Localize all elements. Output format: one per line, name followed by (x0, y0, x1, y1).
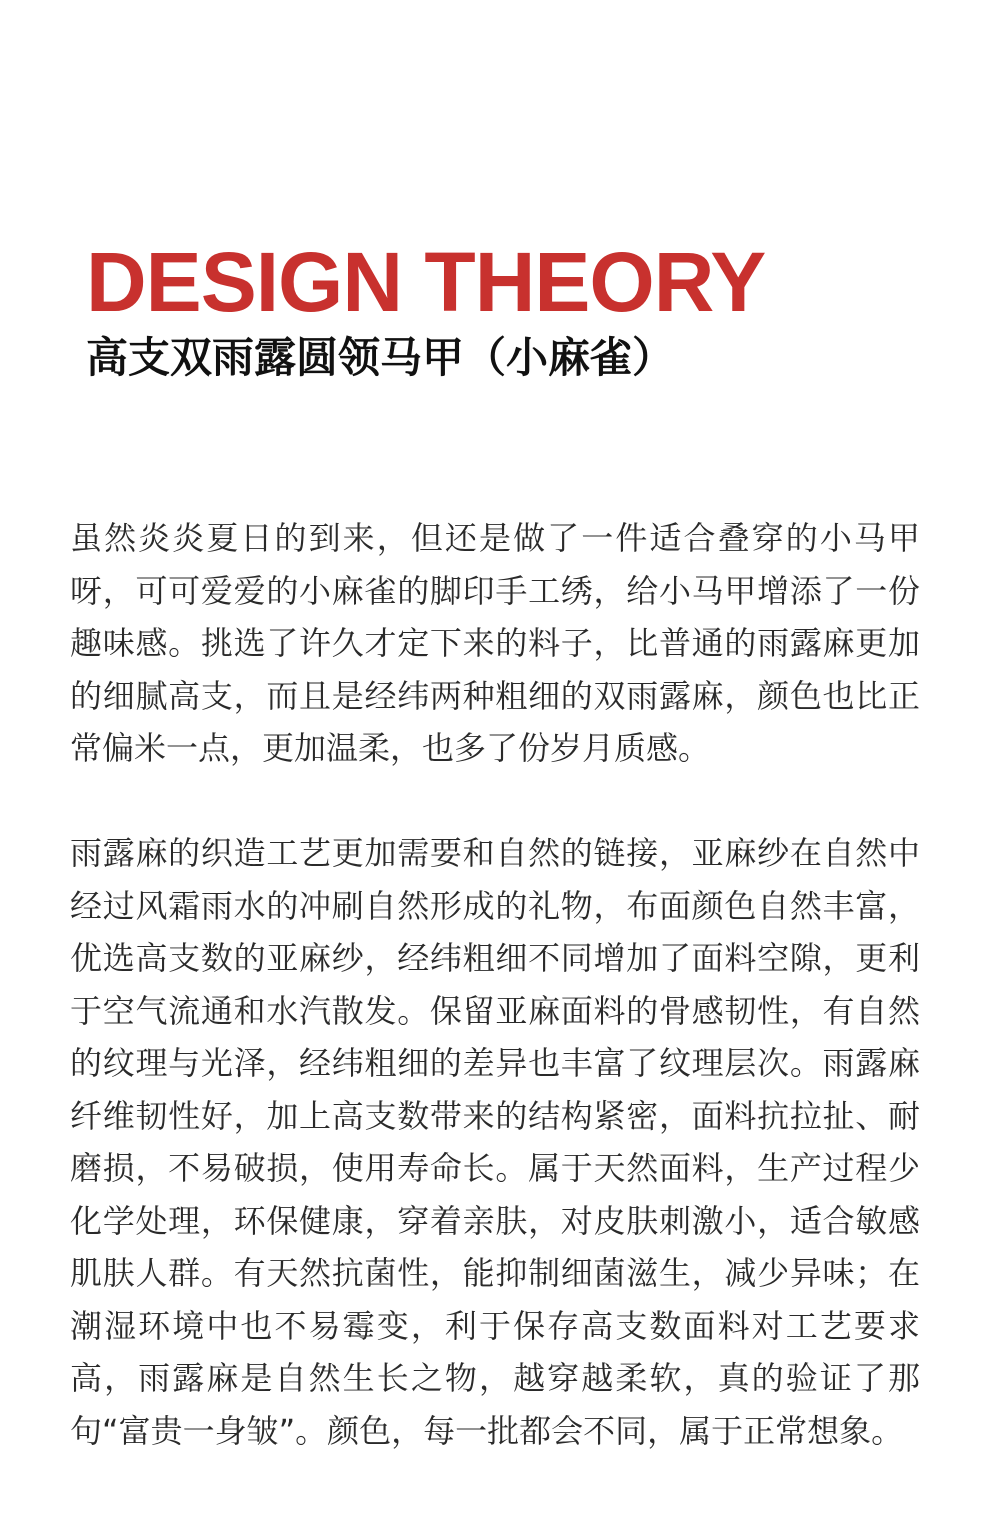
page-title-cn: 高支双雨露圆领马甲（小麻雀） (86, 333, 675, 382)
page-title-en: DESIGN THEORY (86, 235, 766, 329)
description-paragraph-2: 雨露麻的织造工艺更加需要和自然的链接，亚麻纱在自然中经过风霜雨水的冲刷自然形成的礼物，布面颜色自然丰富，优选高支数的亚麻纱，经纬粗细不同增加了面料空隙，更利于空气流通和水汽散发。保留亚麻面料的骨感韧性，有自然的纹理与光泽，经纬粗细的差异也丰富了纹理层次。雨露麻纤维韧性好，加上高支数带来的结构紧密，面料抗拉扯、耐磨损，不易破损，使用寿命长。属于天然面料，生产过程少化学处理，环保健康，穿着亲肤，对皮肤刺激小，适合敏感肌肤人群。有天然抗菌性，能抑制细菌滋生，减少异味；在潮湿环境中也不易霉变，利于保存高支数面料对工艺要求高，雨露麻是自然生长之物，越穿越柔软，真的验证了那句“富贵一身皱”。颜色，每一批都会不同，属于正常想象。 (70, 834, 920, 1450)
description-paragraph-1: 虽然炎炎夏日的到来，但还是做了一件适合叠穿的小马甲呀，可可爱爱的小麻雀的脚印手工绣，给小马甲增添了一份趣味感。挑选了许久才定下来的料子，比普通的雨露麻更加的细腻高支，而且是经纬两种粗细的双雨露麻，颜色也比正常偏米一点，更加温柔，也多了份岁月质感。 (70, 519, 920, 767)
